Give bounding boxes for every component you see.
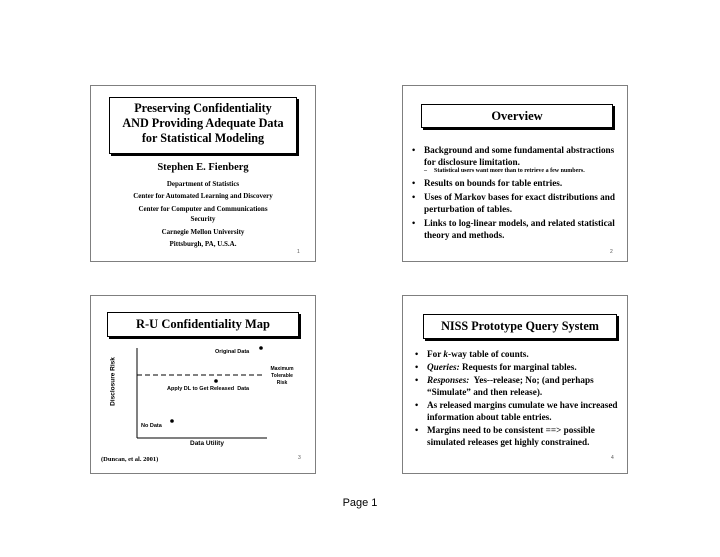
bullet-item: • Responses: Yes--release; No; (and perhaps “Simulate” and then release).: [414, 374, 624, 398]
affiliation: Carnegie Mellon University: [161, 228, 245, 236]
bullet-item: • Links to log-linear models, and related statistical theory and methods.: [411, 217, 623, 241]
query-system-bullets: [414, 348, 624, 448]
released-data-point: [214, 379, 218, 383]
bullet-item: • Queries: Requests for marginal tables.: [414, 361, 624, 373]
slide-1-title-box: [109, 97, 297, 154]
page-number: 4: [611, 455, 614, 461]
slide-2: [402, 85, 628, 262]
sub-bullets: [424, 168, 623, 175]
slide-3: [90, 295, 316, 474]
page-number: 3: [298, 455, 301, 461]
original-data-point: [259, 346, 263, 350]
bullet-item: • Background and some fundamental abstractions for disclosure limitation. – Statistical users want more than to retrieve a few numbers.: [411, 144, 623, 175]
affiliation: Security: [190, 215, 216, 223]
page-number: 2: [610, 249, 613, 255]
released-data-label: Apply DL to Get Released Data: [167, 386, 250, 392]
bullet-item: • As released margins cumulate we have increased information about table entries.: [414, 399, 624, 423]
title-line: for Statistical Modeling: [141, 131, 265, 145]
x-axis-label: Data Utility: [190, 440, 224, 447]
slide-2-title-box: [421, 104, 613, 128]
bullet-item: • Margins need to be consistent ==> possible simulated releases get highly constrained.: [414, 424, 624, 448]
page-footer: Page 1: [342, 497, 378, 509]
bullet-item: • Results on bounds for table entries.: [411, 177, 623, 189]
slide-3-title: R-U Confidentiality Map: [135, 317, 271, 331]
citation: (Duncan, et al. 2001): [101, 456, 159, 463]
slide-4: [402, 295, 628, 474]
slide-4-title: NISS Prototype Query System: [441, 319, 599, 333]
affiliation: Pittsburgh, PA, U.S.A.: [169, 240, 237, 248]
slide-4-title-box: [423, 314, 617, 339]
sub-bullet-item: – Statistical users want more than to retrieve a few numbers.: [424, 168, 623, 175]
affiliation: Center for Automated Learning and Discovery: [133, 192, 273, 200]
author-name: Stephen E. Fienberg: [157, 162, 249, 173]
title-line: AND Providing Adequate Data: [122, 116, 284, 130]
bullet-item: • For k-way table of counts.: [414, 348, 624, 360]
no-data-label: No Data: [141, 423, 162, 429]
affiliation: Department of Statistics: [166, 180, 240, 188]
overview-bullets: [411, 144, 623, 241]
original-data-label: Original Data: [215, 349, 250, 355]
slide-1: [90, 85, 316, 262]
page-number: 1: [297, 249, 300, 255]
affiliation: Center for Computer and Communications: [138, 205, 268, 213]
threshold-label: Maximum Tolerable Risk: [270, 366, 294, 386]
no-data-point: [170, 419, 174, 423]
title-line: Preserving Confidentiality: [134, 101, 272, 115]
bullet-item: • Uses of Markov bases for exact distributions and perturbation of tables.: [411, 191, 623, 215]
y-axis-label: Disclosure Risk: [109, 357, 117, 406]
slide-2-title: Overview: [491, 109, 543, 123]
